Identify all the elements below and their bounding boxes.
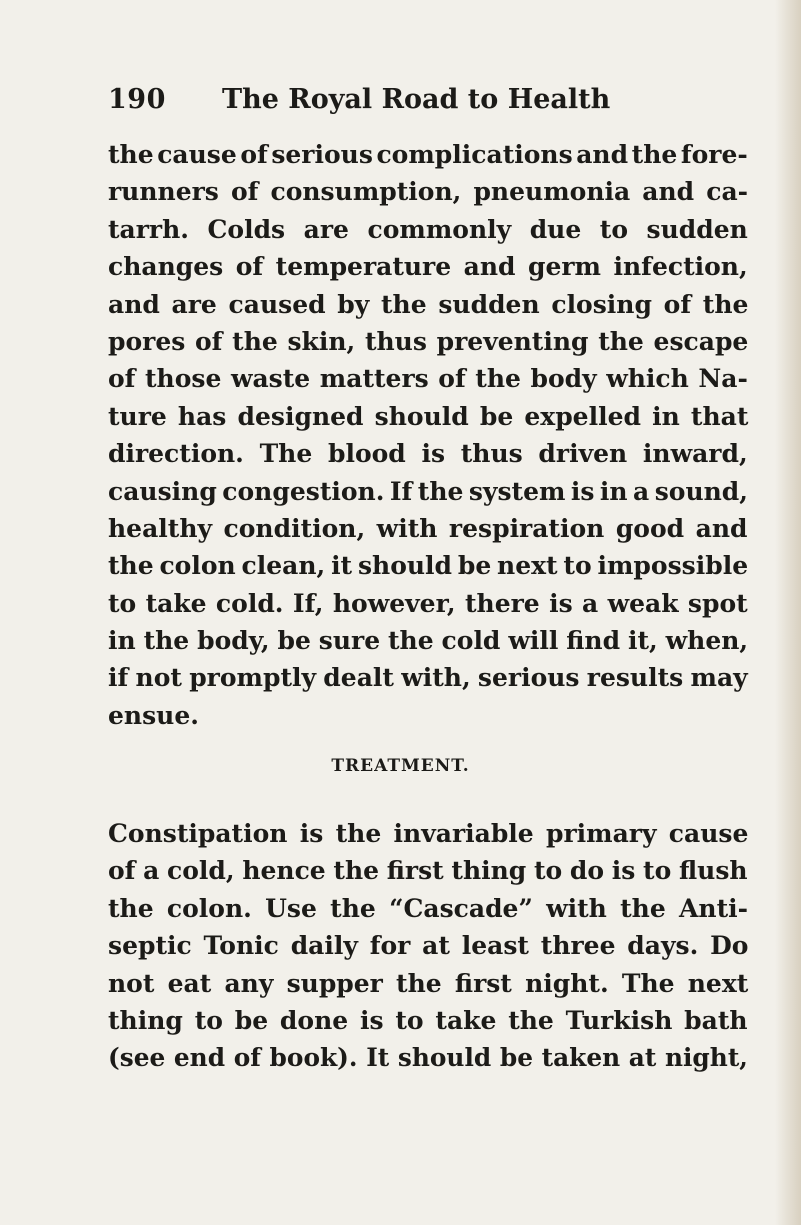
section-heading: TREATMENT. (331, 756, 470, 776)
text-line: not eat any supper the first night. The next (108, 968, 749, 998)
text-line: of those waste matters of the body which Na- (108, 364, 748, 394)
text-line: ture has designed should be expelled in that (108, 401, 749, 431)
page-header (108, 84, 708, 124)
page-edge-shadow (775, 0, 801, 1225)
text-line: causing congestion. If the system is in a sound, (108, 476, 748, 506)
text-line: direction. The blood is thus driven inward, (108, 439, 748, 469)
text-line: the colon. Use the “Cascade” with the Anti- (108, 893, 749, 923)
text-line: (see end of book). It should be taken at night, (108, 1043, 748, 1073)
text-line: septic Tonic daily for at least three days. Do (108, 931, 749, 961)
text-line: thing to be done is to take the Turkish bath (108, 1005, 748, 1035)
text-line: the cause of serious complications and the fore- (108, 140, 748, 169)
running-title: The Royal Road to Health (222, 84, 611, 115)
paragraph-2 (108, 815, 748, 1077)
text-line: tarrh. Colds are commonly due to sudden (108, 214, 748, 244)
text-line: Constipation is the invariable primary cause (108, 819, 749, 848)
text-line: in the body, be sure the cold will find it, when, (108, 626, 749, 656)
text-line: changes of temperature and germ infection, (108, 252, 748, 282)
paragraph-1 (108, 136, 748, 734)
text-line: if not promptly dealt with, serious results may (108, 663, 748, 693)
text-line: the colon clean, it should be next to impossible (108, 551, 749, 581)
text-line: pores of the skin, thus preventing the escape (108, 326, 749, 356)
text-line: and are caused by the sudden closing of the (108, 289, 749, 319)
page-number: 190 (108, 84, 166, 115)
text-line: runners of consumption, pneumonia and ca- (108, 177, 749, 207)
text-line: healthy condition, with respiration good and (108, 513, 748, 543)
text-line: ensue. (108, 700, 199, 730)
text-line: of a cold, hence the first thing to do is to flush (108, 856, 748, 886)
text-line: to take cold. If, however, there is a weak spot (108, 588, 748, 618)
